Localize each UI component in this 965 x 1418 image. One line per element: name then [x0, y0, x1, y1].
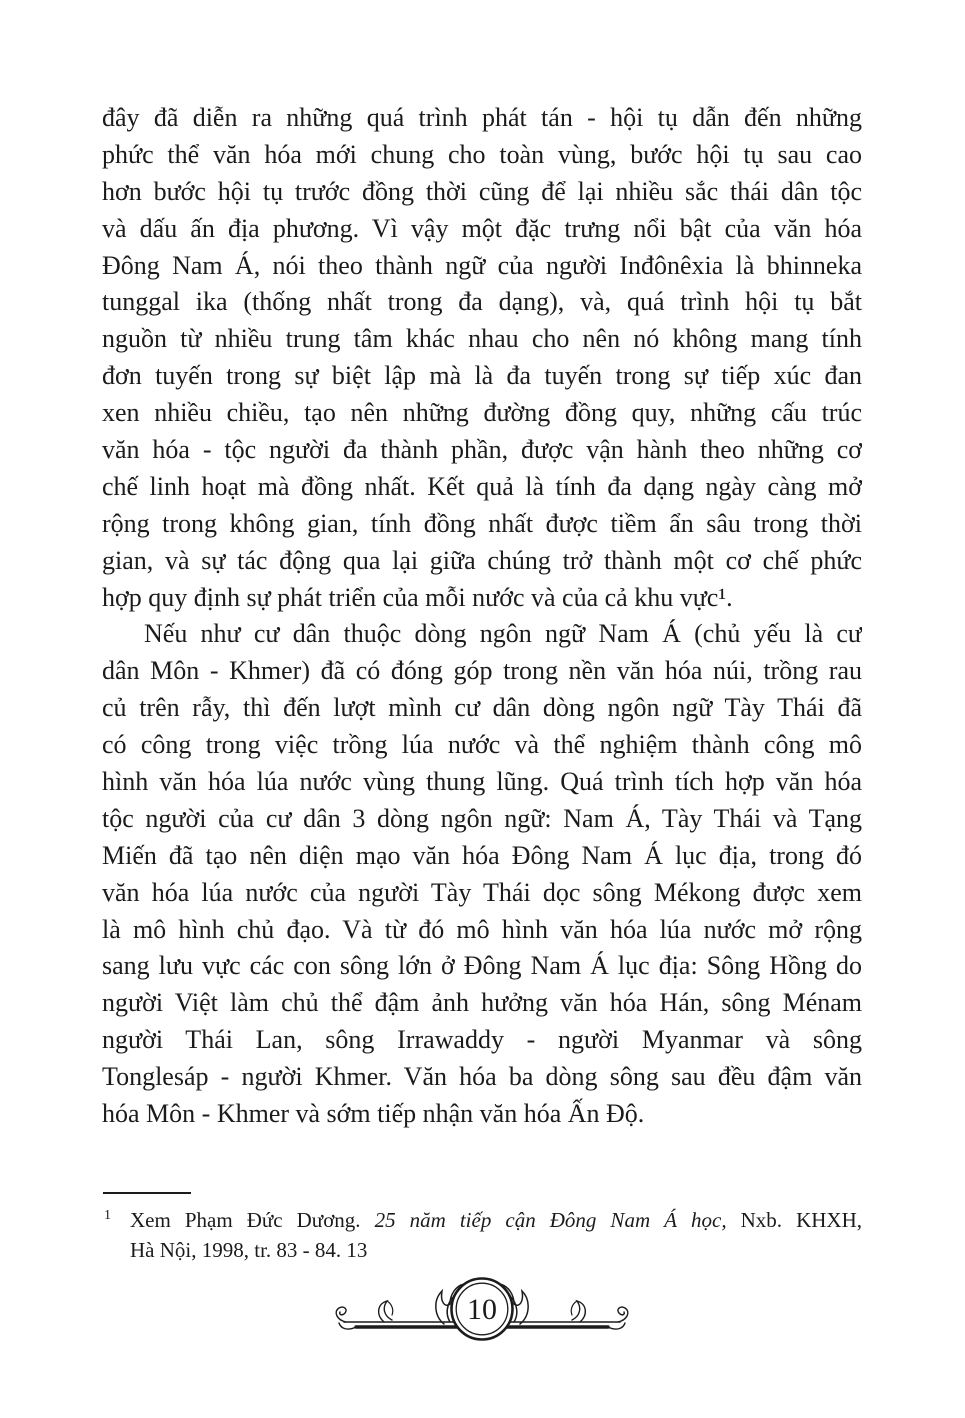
text-line: Nếu như cư dân thuộc dòng ngôn ngữ Nam Á (chủ yếu là cư	[144, 619, 862, 649]
text-line: xen nhiều chiều, tạo nên những đường đồng quy, những cấu trúc	[102, 398, 862, 428]
footnote-line	[130, 1236, 862, 1266]
text-line: Đông Nam Á, nói theo thành ngữ của người Inđônêxia là bhinneka	[102, 250, 862, 280]
page-number: 10	[467, 1293, 497, 1326]
text-line: hợp quy định sự phát triển của mỗi nước và của cả khu vực¹.	[102, 582, 733, 612]
text-line: dân Môn - Khmer) đã có đóng góp trong nền văn hóa núi, trồng rau	[102, 656, 862, 686]
text-line: rộng trong không gian, tính đồng nhất được tiềm ẩn sâu trong thời	[102, 508, 862, 538]
text-line: hơn bước hội tụ trước đồng thời cũng để lại nhiều sắc thái dân tộc	[102, 176, 862, 206]
footnote-marker: 1	[104, 1208, 111, 1223]
footnote-text-segment: Nxb. KHXH,	[726, 1208, 863, 1232]
text-line: nguồn từ nhiều trung tâm khác nhau cho nên nó không mang tính	[102, 324, 862, 354]
text-line: tunggal ika (thống nhất trong đa dạng), và, quá trình hội tụ bắt	[102, 287, 862, 317]
text-line: có công trong việc trồng lúa nước và thể nghiệm thành công mô	[102, 730, 862, 760]
text-line: hóa Môn - Khmer và sớm tiếp nhận văn hóa Ấn Độ.	[102, 1099, 645, 1129]
text-line: văn hóa - tộc người đa thành phần, được vận hành theo những cơ	[102, 435, 862, 465]
text-line: người Thái Lan, sông Irrawaddy - người Myanmar và sông	[102, 1025, 862, 1055]
text-line: hình văn hóa lúa nước vùng thung lũng. Quá trình tích hợp văn hóa	[102, 767, 862, 797]
footnote	[102, 1206, 862, 1265]
text-line: và dấu ấn địa phương. Vì vậy một đặc trưng nổi bật của văn hóa	[102, 213, 862, 243]
ornament-flourish-svg	[332, 1266, 632, 1354]
paragraph	[102, 616, 862, 1132]
text-line: phức thể văn hóa mới chung cho toàn vùng, bước hội tụ sau cao	[102, 139, 862, 169]
text-line: Miến đã tạo nên diện mạo văn hóa Đông Nam Á lục địa, trong đó	[102, 840, 862, 870]
text-line: gian, và sự tác động qua lại giữa chúng trở thành một cơ chế phức	[102, 545, 862, 575]
text-line: đây đã diễn ra những quá trình phát tán - hội tụ dẫn đến những	[102, 103, 862, 132]
text-line: đơn tuyến trong sự biệt lập mà là đa tuyến trong sự tiếp xúc đan	[102, 361, 862, 391]
text-line: củ trên rẫy, thì đến lượt mình cư dân dòng ngôn ngữ Tày Thái đã	[102, 693, 862, 723]
footnote-text	[102, 1206, 862, 1265]
text-line: văn hóa lúa nước của người Tày Thái dọc sông Mékong được xem	[102, 877, 862, 907]
page-number-ornament	[332, 1266, 632, 1354]
text-line: Tonglesáp - người Khmer. Văn hóa ba dòng sông sau đều đậm văn	[102, 1062, 862, 1092]
text-line: chế linh hoạt mà đồng nhất. Kết quả là tính đa dạng ngày càng mở	[102, 471, 862, 501]
paragraph	[102, 100, 862, 616]
body-text	[102, 100, 862, 1133]
footnote-text-segment: Hà Nội, 1998, tr. 83 - 84. 13	[130, 1237, 368, 1262]
footnote-line	[130, 1206, 862, 1236]
text-line: là mô hình chủ đạo. Và từ đó mô hình văn hóa lúa nước mở rộng	[102, 914, 862, 944]
footnote-work-title: 25 năm tiếp cận Đông Nam Á học,	[374, 1208, 727, 1232]
text-line: tộc người của cư dân 3 dòng ngôn ngữ: Nam Á, Tày Thái và Tạng	[102, 803, 862, 833]
text-line: sang lưu vực các con sông lớn ở Đông Nam Á lục địa: Sông Hồng do	[102, 951, 862, 981]
footnote-separator-rule	[103, 1192, 191, 1194]
footnote-text-segment: Xem Phạm Đức Dương.	[130, 1208, 375, 1232]
text-line: người Việt làm chủ thể đậm ảnh hưởng văn hóa Hán, sông Ménam	[102, 988, 862, 1018]
